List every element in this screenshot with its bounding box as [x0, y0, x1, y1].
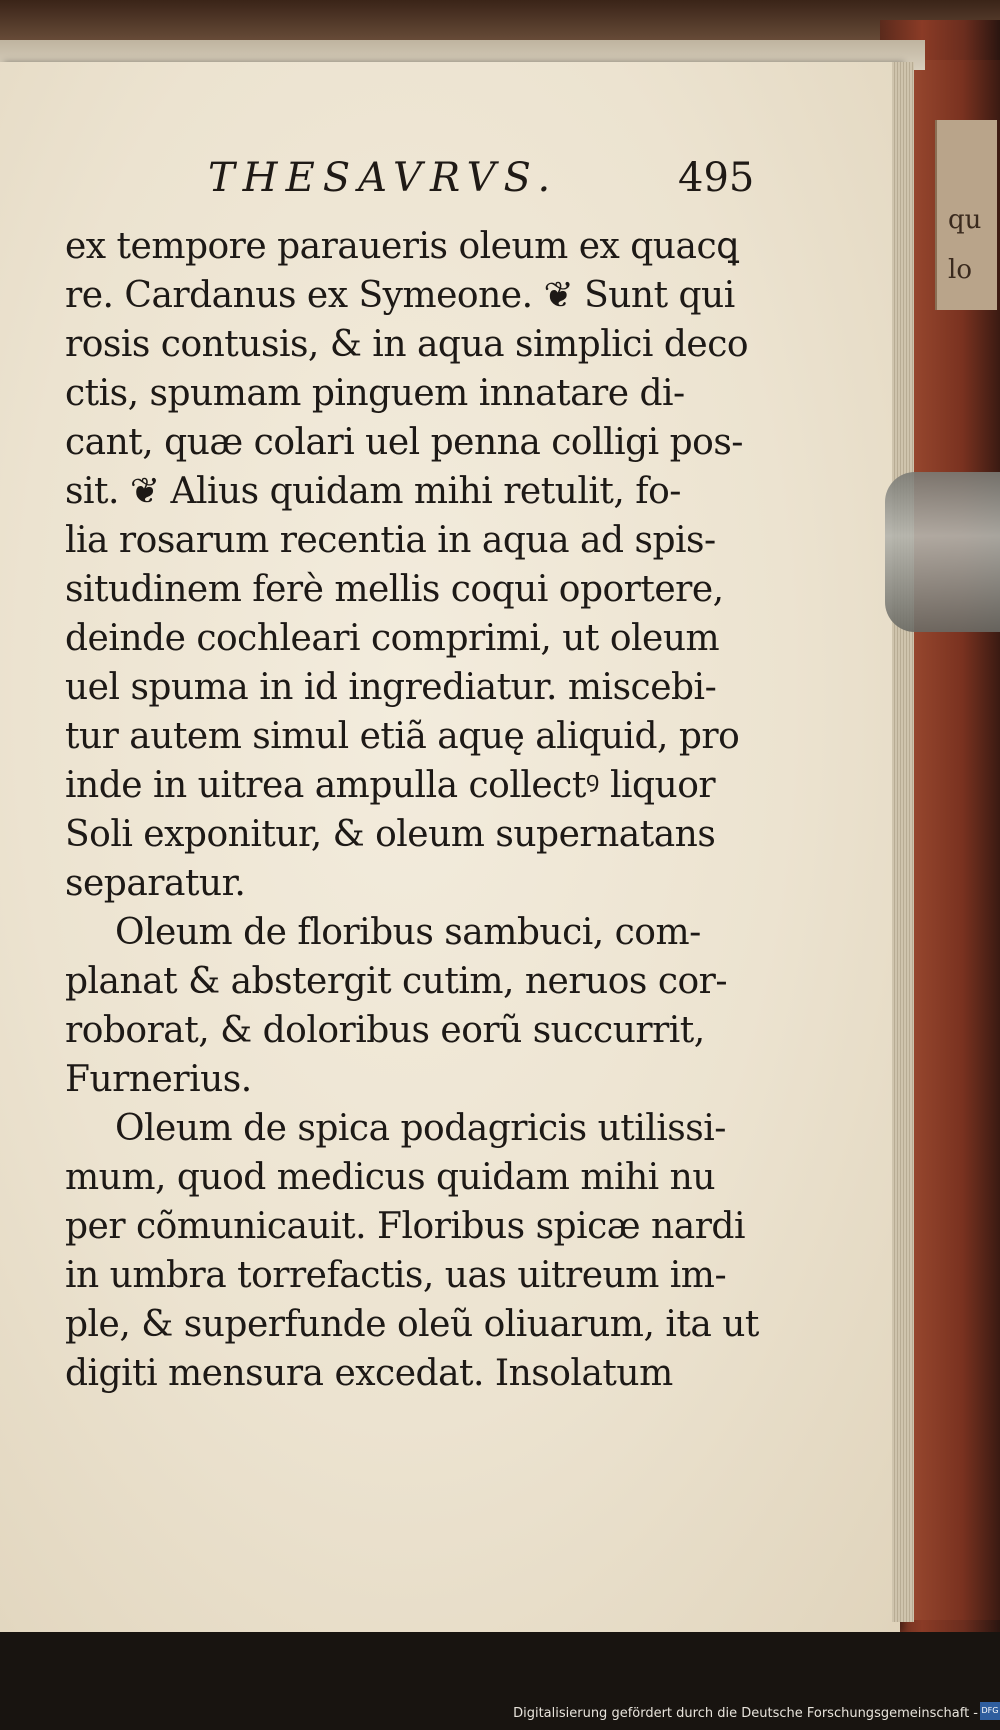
text-line: Oleum de floribus sambuci, com-	[115, 912, 701, 953]
page-edges	[892, 62, 914, 1622]
text-line: Furnerius.	[65, 1059, 252, 1100]
text-line: rosis contusis, & in aqua simplici deco	[65, 324, 749, 365]
text-line: Soli exponitur, & oleum supernatans	[65, 814, 716, 855]
text-line: deinde cochleari comprimi, ut oleum	[65, 618, 720, 659]
text-line: ple, & superfunde oleũ oliuarum, ita ut	[65, 1304, 759, 1345]
digitization-credit: Digitalisierung gefördert durch die Deutsche Forschungsgemeinschaft -	[513, 1706, 978, 1721]
text-line: situdinem ferè mellis coqui oportere,	[65, 569, 724, 610]
text-line: tur autem simul etiã aquę aliquid, pro	[65, 716, 740, 757]
text-line: digiti mensura excedat. Insolatum	[65, 1353, 673, 1394]
side-mark: lo	[948, 255, 972, 285]
text-line: re. Cardanus ex Symeone. ❦ Sunt qui	[65, 275, 735, 316]
text-line: ex tempore paraueris oleum ex quacꝗ	[65, 226, 739, 267]
text-line: planat & abstergit cutim, neruos cor-	[65, 961, 728, 1002]
side-mark: qu	[948, 205, 982, 235]
text-line: roborat, & doloribus eorũ succurrit,	[65, 1010, 705, 1051]
text-line: mum, quod medicus quidam mihi nu	[65, 1157, 715, 1198]
page-clip	[885, 472, 1000, 632]
text-line: sit. ❦ Alius quidam mihi retulit, fo-	[65, 471, 681, 512]
page-number: 495	[678, 155, 755, 201]
text-block	[65, 222, 759, 1398]
text-line: ctis, spumam pinguem innatare di-	[65, 373, 685, 414]
text-line: inde in uitrea ampulla collectꝰ liquor	[65, 765, 716, 806]
running-title: THESAVRVS.	[208, 155, 559, 201]
text-line: lia rosarum recentia in aqua ad spis-	[65, 520, 716, 561]
text-line: cant, quæ colari uel penna colligi pos-	[65, 422, 743, 463]
text-line: Oleum de spica podagricis utilissi-	[115, 1108, 726, 1149]
dfg-logo: DFG	[980, 1702, 1000, 1720]
text-line: uel spuma in id ingrediatur. miscebi-	[65, 667, 717, 708]
page-header	[68, 155, 755, 205]
text-line: separatur.	[65, 863, 246, 904]
text-line: in umbra torrefactis, uas uitreum im-	[65, 1255, 727, 1296]
text-line: per cõmunicauit. Floribus spicæ nardi	[65, 1206, 745, 1247]
